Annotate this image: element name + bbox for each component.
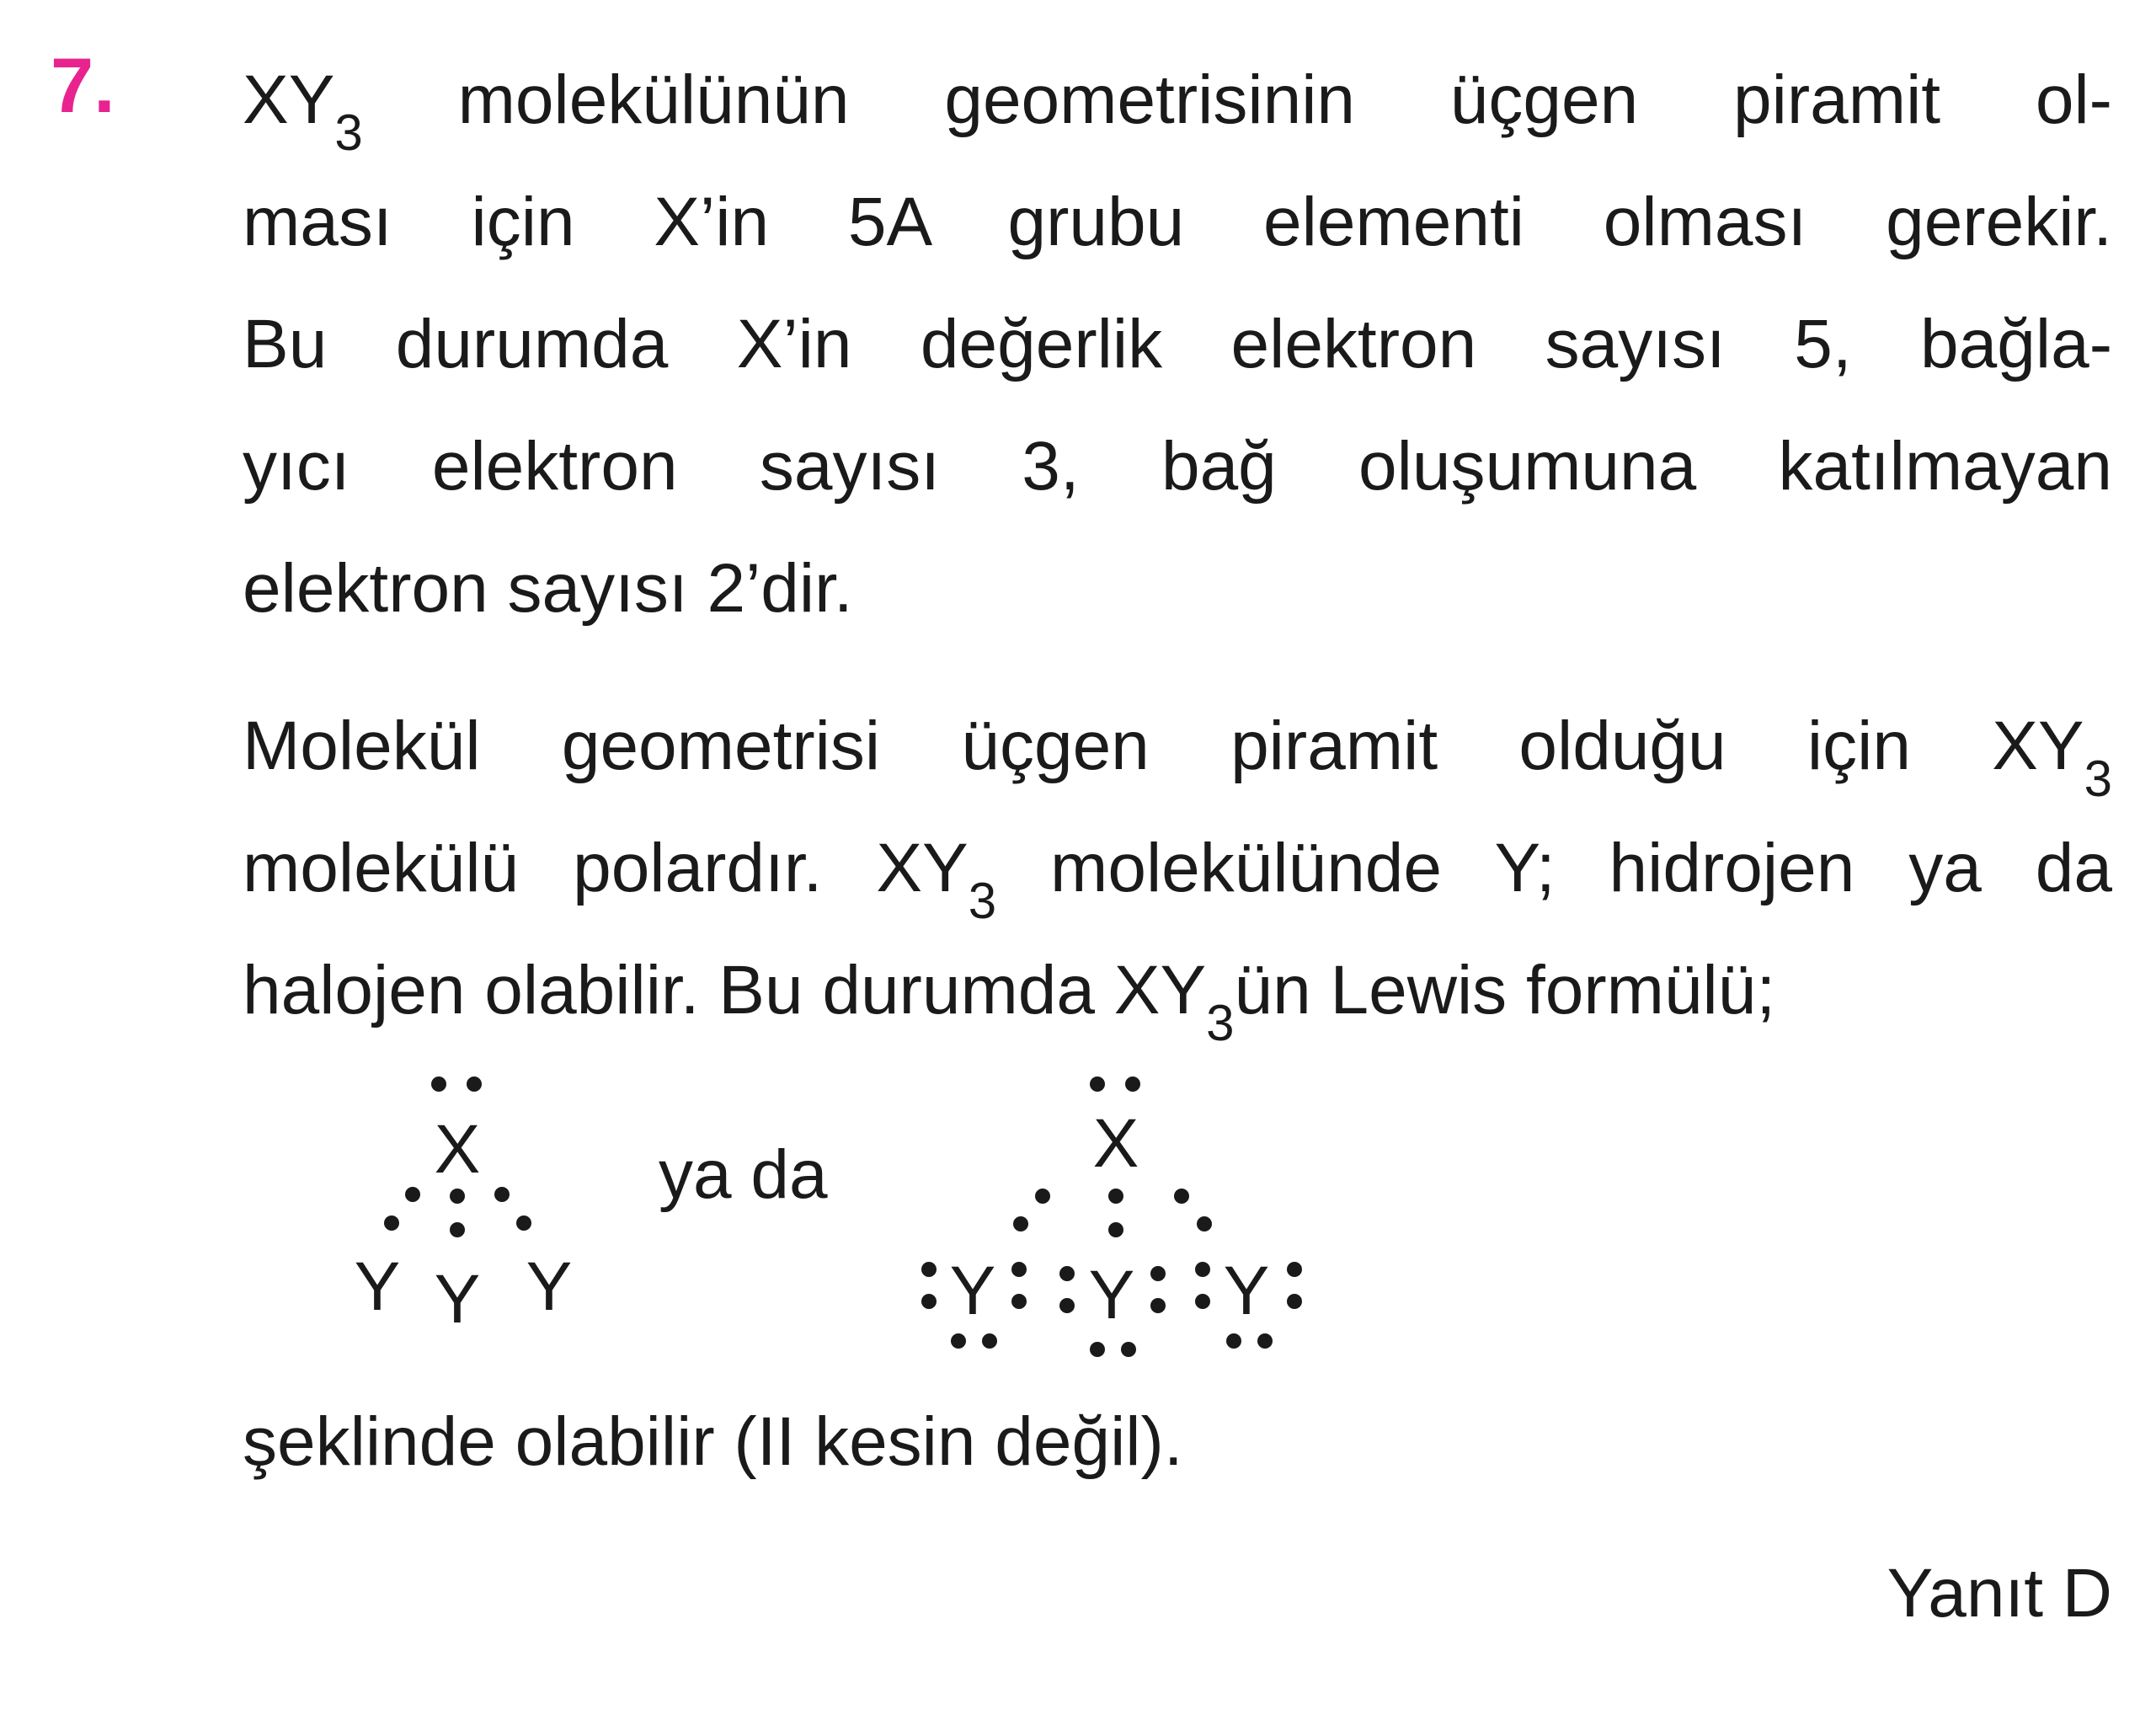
lewis1-center-atom: X (434, 1111, 481, 1188)
p2-line-1-text: Molekül geometrisi üçgen piramit olduğu için XY (243, 708, 2084, 784)
p1-line-1-text: molekülünün geometrisinin üçgen piramit ol- (362, 61, 2112, 138)
lewis2-outer-atom-middle: Y (1088, 1257, 1135, 1333)
formula-subscript: 3 (2084, 751, 2112, 807)
formula-xy: XY (243, 61, 335, 138)
formula-subscript: 3 (968, 873, 997, 929)
lewis-separator-text: ya da (659, 1136, 828, 1213)
p2-line-3-text-b: ün Lewis formülü; (1234, 952, 1776, 1028)
lewis-structure-2 (921, 1077, 1302, 1357)
lewis1-outer-atom-right: Y (526, 1248, 573, 1325)
conclusion-text: şeklinde olabilir (II kesin değil). (243, 1403, 1183, 1480)
p1-line-5: elektron sayısı 2’dir. (243, 550, 853, 627)
lewis2-center-atom: X (1092, 1105, 1139, 1182)
formula-subscript: 3 (1206, 995, 1235, 1051)
lewis2-outer-atom-right: Y (1223, 1253, 1270, 1329)
p2-line-3-text-a: halojen olabilir. Bu durumda XY (243, 952, 1207, 1028)
lewis1-outer-atom-middle: Y (434, 1261, 481, 1338)
formula-subscript: 3 (334, 104, 363, 161)
p2-line-2-text-a: molekülü polardır. XY (243, 830, 969, 906)
p1-line-2: ması için X’in 5A grubu elementi olması gerekir. (243, 184, 2112, 260)
p2-line-2-text-b: molekülünde Y; hidrojen ya da (996, 830, 2112, 906)
question-number: 7. (51, 43, 115, 129)
lewis2-outer-atom-left: Y (949, 1253, 996, 1329)
answer-text: Yanıt D (1886, 1555, 2112, 1632)
p1-line-3: Bu durumda X’in değerlik elektron sayısı 5, bağla- (243, 306, 2112, 382)
lewis-structure-1 (355, 1077, 573, 1338)
lewis1-outer-atom-left: Y (354, 1248, 401, 1325)
p1-line-4: yıcı elektron sayısı 3, bağ oluşumuna katılmayan (243, 428, 2112, 505)
